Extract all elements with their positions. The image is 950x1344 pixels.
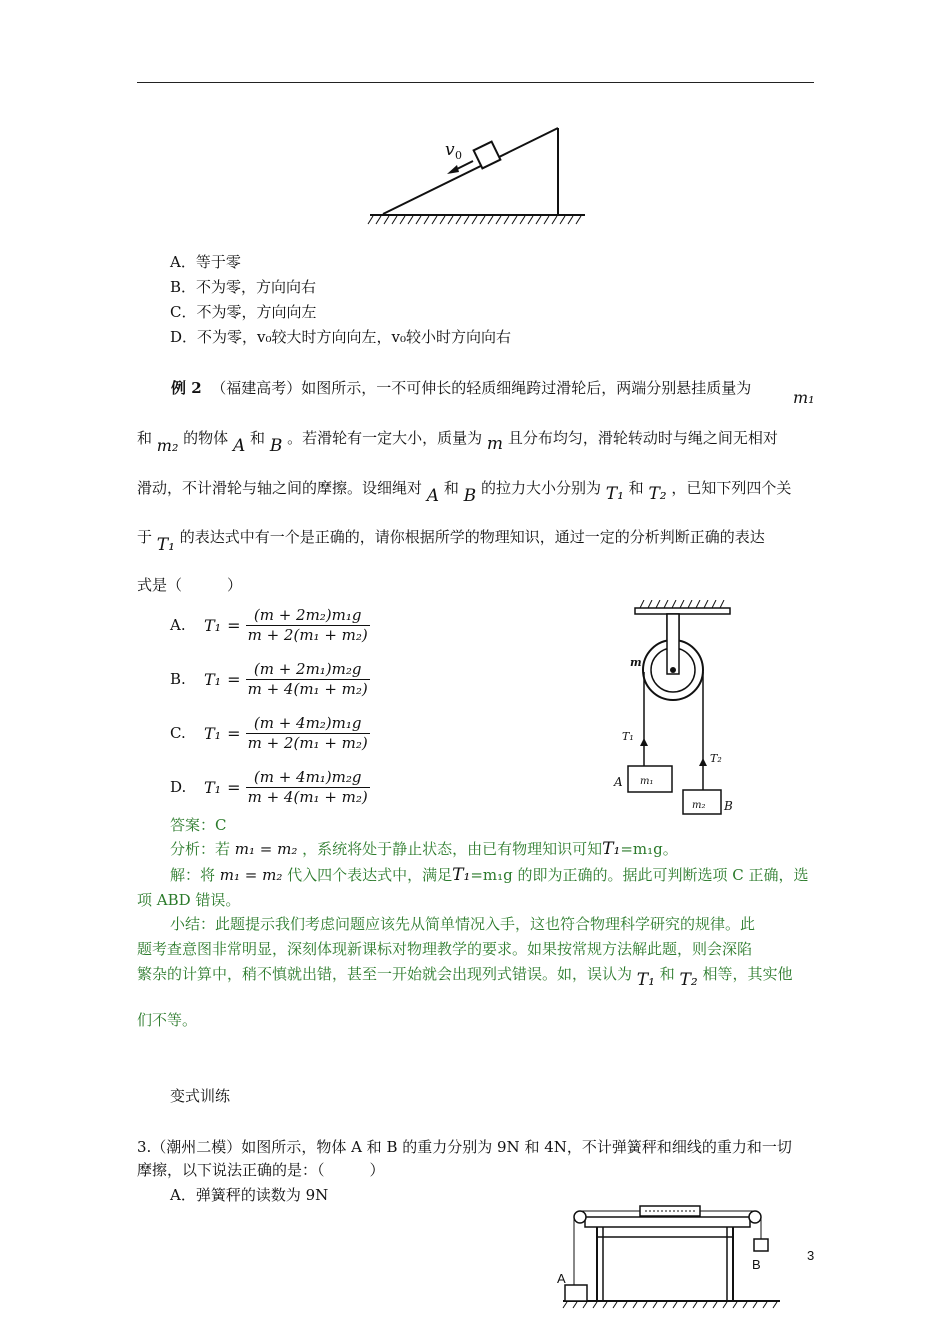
q1-option-a: A．等于零 bbox=[170, 253, 241, 271]
block-a-label: A bbox=[614, 775, 623, 789]
example2-label: 例 2 bbox=[171, 379, 202, 397]
t2-label: T₂ bbox=[710, 752, 722, 765]
solution-line2: 项 ABD 错误。 bbox=[137, 891, 241, 909]
block-b-mass: m₂ bbox=[692, 800, 706, 811]
example2-line5: 式是（ ） bbox=[137, 576, 243, 594]
t1-label: T₁ bbox=[622, 730, 634, 743]
svg-text:v: v bbox=[445, 140, 455, 160]
q1-option-c: C．不为零，方向向左 bbox=[170, 303, 317, 321]
q3-line1: 3.（潮州二模）如图所示，物体 A 和 B 的重力分别为 9N 和 4N，不计弹簧秤和细线的重力和一切 bbox=[137, 1138, 792, 1156]
example2-option-d: D. T₁ = $\frac{\text{(m + 4m₁)m₂g}}{\text{m + 4(m₁ + m₂)}}$ bbox=[170, 767, 368, 806]
spring-a-label: A bbox=[557, 1271, 566, 1286]
example2-line2: 和 m₂ 的物体 A 和 B 。若滑轮有一定大小，质量为 m 且分布均匀，滑轮转动时与绳之间无相对 bbox=[137, 429, 778, 456]
header-rule bbox=[137, 82, 814, 83]
q1-option-d: D．不为零，v₀较大时方向向左，v₀较小时方向向右 bbox=[170, 328, 512, 346]
example2-option-b: B. T₁ = $\frac{\text{(m + 2m₁)m₂g}}{\text{m + 4(m₁ + m₂)}}$ bbox=[170, 659, 368, 698]
summary-line4: 们不等。 bbox=[137, 1011, 198, 1029]
example2-option-c: C. T₁ = $\frac{\text{(m + 4m₂)m₁g}}{\text{m + 2(m₁ + m₂)}}$ bbox=[170, 713, 368, 752]
example2-line3: 滑动，不计滑轮与轴之间的摩擦。设细绳对 A 和 B 的拉力大小分别为 T₁ 和 T₂ ，已知下列四个关 bbox=[137, 479, 792, 506]
page-number: 3 bbox=[807, 1248, 815, 1263]
incline-figure bbox=[365, 125, 590, 230]
example2-options bbox=[170, 598, 370, 814]
example2-line4: 于 T₁ 的表达式中有一个是正确的，请你根据所学的物理知识，通过一定的分析判断正确的表达 bbox=[137, 528, 765, 555]
block-a-mass: m₁ bbox=[640, 776, 654, 787]
pulley-mass-label: m bbox=[630, 656, 642, 669]
q3-line2: 摩擦，以下说法正确的是：（ ） bbox=[137, 1161, 385, 1179]
q1-option-b: B．不为零，方向向右 bbox=[170, 278, 317, 296]
solution-line1: 解：将 m₁ = m₂ 代入四个表达式中，满足T₁=m₁g 的即为正确的。据此可判断选项 C 正确，选 bbox=[170, 865, 809, 885]
summary-line3: 繁杂的计算中，稍不慎就出错，甚至一开始就会出现列式错误。如，误认为 T₁ 和 T₂ 相等，其实他 bbox=[137, 965, 793, 990]
answer-line: 答案：C bbox=[170, 816, 227, 834]
example2-option-a: A. T₁ = $\frac{\text{(m + 2m₂)m₁g}}{\text{m + 2(m₁ + m₂)}}$ bbox=[170, 605, 368, 644]
block-b-label: B bbox=[724, 799, 733, 813]
variant-heading: 变式训练 bbox=[170, 1087, 231, 1105]
math-m1: m₁ bbox=[793, 388, 815, 407]
summary-line2: 题考查意图非常明显，深刻体现新课标对物理教学的要求。如果按常规方法解此题，则会深陷 bbox=[137, 940, 753, 958]
summary-line1: 小结：此题提示我们考虑问题应该先从简单情况入手，这也符合物理科学研究的规律。此 bbox=[170, 915, 756, 933]
pulley-figure bbox=[610, 600, 760, 825]
spring-b-label: B bbox=[752, 1257, 761, 1272]
q3-option-a: A．弹簧秤的读数为 9N bbox=[170, 1186, 329, 1204]
spring-balance-figure bbox=[555, 1203, 785, 1309]
example2-line1: 例 2 （福建高考）如图所示，一不可伸长的轻质细绳跨过滑轮后，两端分别悬挂质量为 bbox=[171, 379, 752, 397]
analysis-line: 分析：若 m₁ = m₂ ，系统将处于静止状态，由已有物理知识可知T₁=m₁g。 bbox=[170, 839, 678, 859]
svg-text:0: 0 bbox=[455, 149, 462, 162]
